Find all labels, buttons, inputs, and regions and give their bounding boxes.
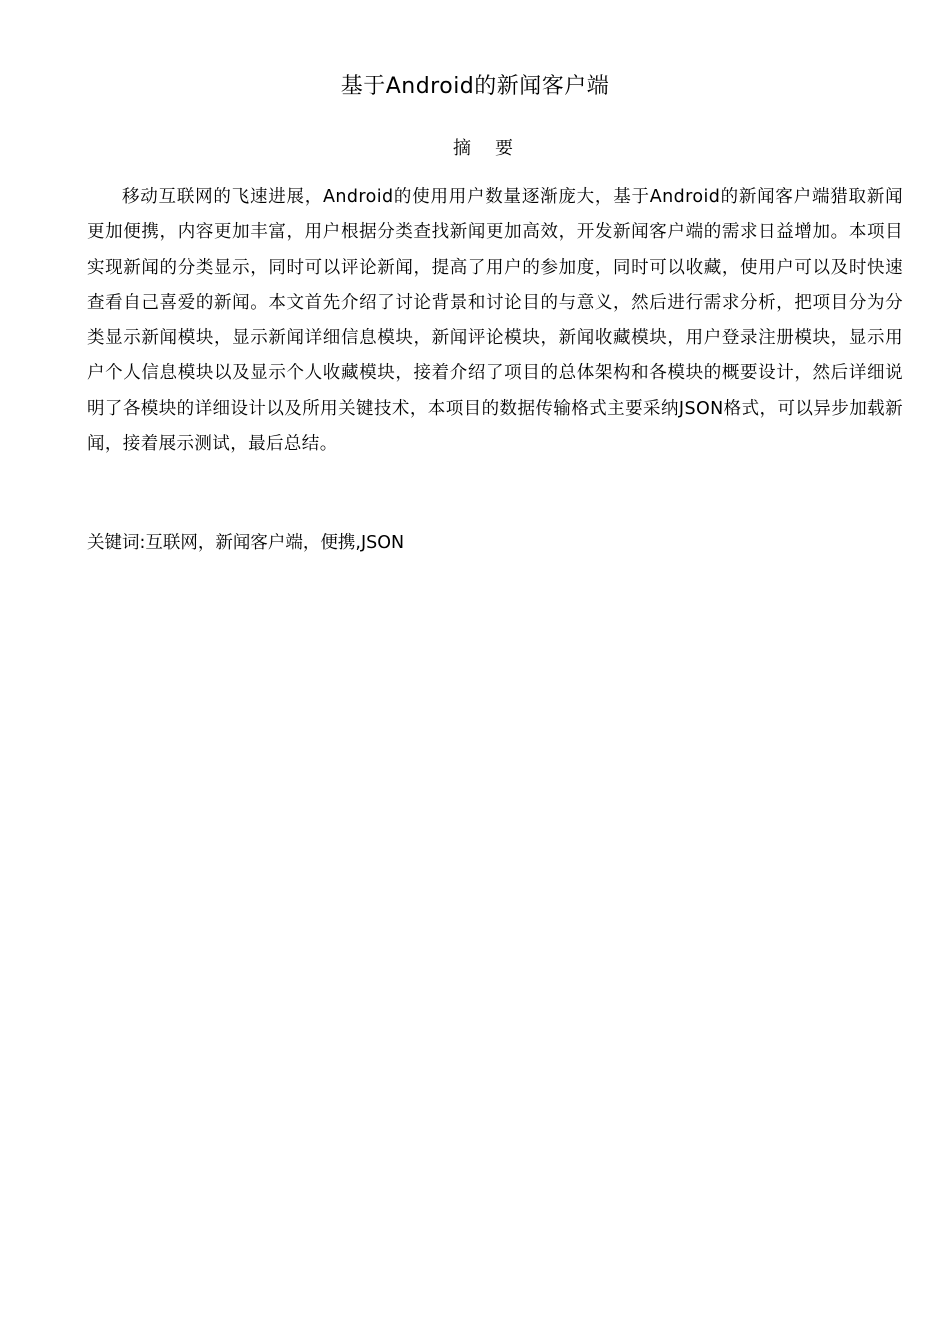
abstract-paragraph: 移动互联网的飞速进展，Android的使用用户数量逐渐庞大，基于Android的新闻客户端猎取新闻更加便携，内容更加丰富，用户根据分类查找新闻更加高效，开发新闻客户端的需求日益增加。本项目实现新闻的分类显示，同时可以评论新闻，提高了用户的参加度，同时可以收藏，使用户可以及时快速查看自己喜爱的新闻。本文首先介绍了讨论背景和讨论目的与意义，然后进行需求分析，把项目分为分类显示新闻模块，显示新闻详细信息模块，新闻评论模块，新闻收藏模块，用户登录注册模块，显示用户个人信息模块以及显示个人收藏模块，接着介绍了项目的总体架构和各模块的概要设计，然后详细说明了各模块的详细设计以及所用关键技术，本项目的数据传输格式主要采纳JSON格式，可以异步加载新闻，接着展示测试，最后总结。 [87,187,903,455]
keywords-line: 关键词:互联网，新闻客户端，便携,JSON [87,533,405,553]
paper-title: 基于Android的新闻客户端 [340,74,610,99]
abstract-heading: 摘要 [453,138,537,159]
